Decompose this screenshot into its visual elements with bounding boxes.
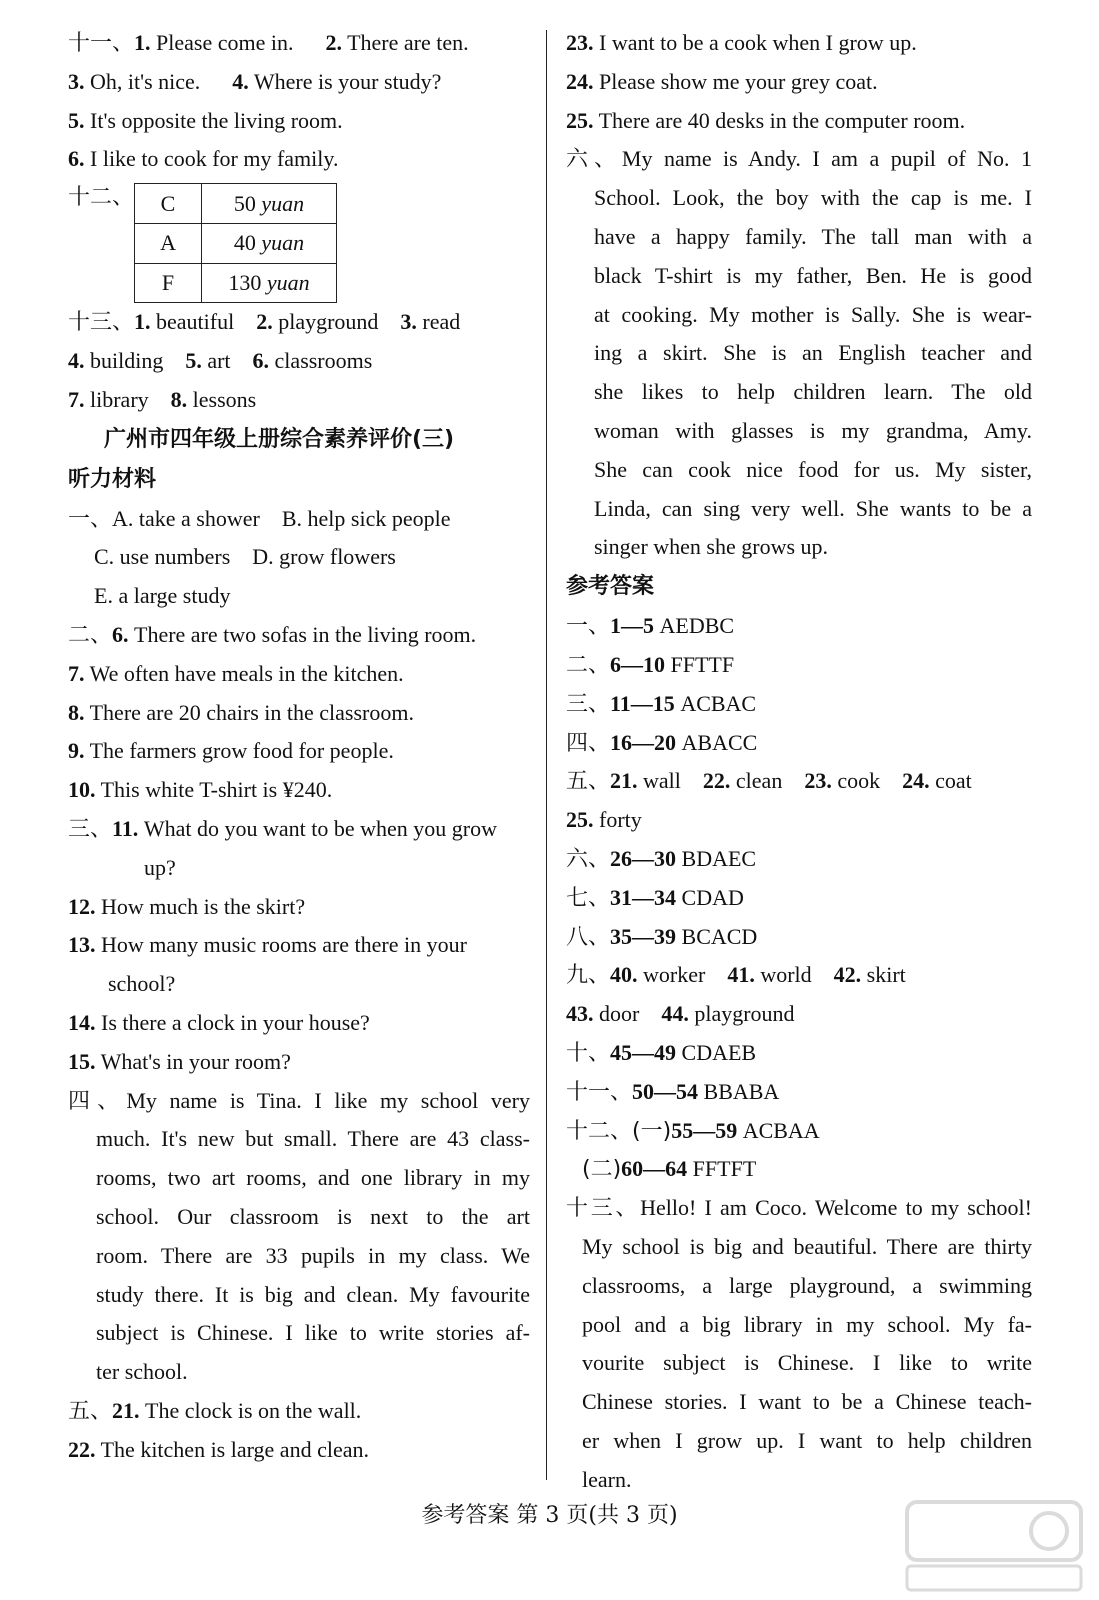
answer-row [566,685,1032,724]
item-number: 8. [170,386,188,412]
answer-range: 31—34 [610,884,677,910]
passage-text: room. There are 33 pupils in my class. We [96,1242,530,1268]
item-text: There are 40 desks in the computer room. [598,107,966,133]
p6-line-4 [566,257,1032,296]
answer-text: wall [643,768,681,794]
section-label: 十一、 [566,1079,633,1105]
s13-line-2 [68,342,530,381]
page-footer: 参考答案 第 3 页(共 3 页) [421,1503,678,1528]
answer-text: Please come in. [156,30,294,55]
item-number: 22. [702,768,731,794]
passage-text: school. Our classroom is next to the art [96,1203,530,1229]
answer-range: 1—5 [610,613,655,639]
answer-key: CDAEB [681,1039,757,1065]
p1-line-1 [68,500,530,539]
p6-line-8 [566,412,1032,451]
answer-row [566,1073,1032,1112]
answer-text: cook [837,768,881,794]
passage-text: singer when she grows up. [594,534,829,560]
item-number: 3. [68,68,85,94]
price-unit: yuan [266,269,310,295]
item-number: 21. [610,768,638,794]
option-text: A. take a shower [112,505,260,531]
item-text: We often have meals in the kitchen. [89,660,404,686]
answer-range: 55—59 [671,1117,738,1143]
p5-line-21 [68,1392,530,1431]
section-label: 四、 [566,730,611,756]
section-label: 三、 [566,691,611,717]
passage-text: pool and a big library in my school. My fa- [582,1311,1032,1337]
passage-text: learn. [582,1466,632,1492]
item-text: The kitchen is large and clean. [100,1436,369,1462]
answer-text: worker [643,962,706,988]
item-text: What do you want to be when you grow [143,815,497,841]
answer-text: read [422,309,461,335]
answer-range: 60—64 [621,1156,688,1182]
a12-line-2 [566,1150,1032,1189]
section-label: 六、 [566,846,611,872]
sub-label: (二) [582,1157,622,1183]
p1-line-2 [68,538,530,577]
passage-text: at cooking. My mother is Sally. She is wear- [594,301,1032,327]
p6-line-6 [566,334,1032,373]
item-number: 41. [727,962,755,988]
answer-key: FFTTF [670,651,735,677]
item-number: 12. [68,893,96,919]
passage-text: Hello! I am Coco. Welcome to my school! [640,1195,1032,1221]
price-unit: yuan [261,190,305,216]
answer-range: 16—20 [610,729,677,755]
item-number: 9. [68,738,85,764]
section-label: 二、 [68,622,113,648]
answer-text: Where is your study? [253,68,442,94]
answer-text: art [207,347,231,373]
section-label: 五、 [566,769,611,795]
table-row [135,184,337,224]
answer-range: 35—39 [610,923,677,949]
answer-text: coat [935,768,972,794]
section-label: 五、 [68,1398,113,1424]
item-number: 40. [610,962,638,988]
section-label: 十、 [566,1040,611,1066]
answer-text: playground [694,1001,795,1027]
price-unit: yuan [261,230,305,256]
item-text: What's in your room? [100,1048,291,1074]
p4-line-8 [68,1353,530,1392]
answer-text: door [599,1001,640,1027]
column-divider [546,30,547,1480]
price-amount: 50 [233,190,256,216]
answer-row [566,1034,1032,1073]
s12-block [68,179,530,303]
item-number: 25. [566,807,594,833]
p6-line-10 [566,490,1032,529]
passage-text: study there. It is big and clean. My favourite [96,1281,530,1307]
passage-text: she likes to help children learn. The old [594,379,1032,405]
item-number: 4. [68,347,85,373]
section-label: 十三、 [68,310,135,336]
item-number: 8. [68,699,85,725]
answer-range: 11—15 [610,690,675,716]
passage-text: Chinese stories. I want to be a Chinese teach- [582,1389,1032,1415]
section-label: 六、 [566,147,622,173]
listening-heading: 听力材料 [68,466,157,492]
passage-text: black T-shirt is my father, Ben. He is good [594,262,1032,288]
answer-row [566,879,1032,918]
item-number: 2. [325,30,342,55]
p3-line-13b [68,965,530,1004]
p2-line-10 [68,771,530,810]
p6-line-5 [566,296,1032,335]
passage-text: My name is Tina. I like my school very [126,1087,530,1113]
answer-range: 45—49 [610,1039,677,1065]
answer-range: 50—54 [632,1078,699,1104]
item-text: The clock is on the wall. [145,1397,362,1423]
item-number: 10. [68,777,96,803]
table-cell-price [202,184,337,224]
s11-line-3 [68,102,530,141]
passage-text: subject is Chinese. I like to write stories af- [96,1320,530,1346]
item-number: 44. [661,1001,689,1027]
p3-line-14 [68,1004,530,1043]
section-label: 三、 [68,816,113,842]
section-label: 十一、 [68,31,135,56]
item-text: How much is the skirt? [101,893,306,919]
item-number: 1. [134,30,151,55]
p5-line-22 [68,1431,530,1470]
section-label: 八、 [566,924,611,950]
sub-label: (一) [632,1118,672,1144]
table-cell-price [202,223,337,263]
item-number: 23. [566,30,594,55]
answer-row [566,724,1032,763]
answer-range: 6—10 [610,651,666,677]
p13-line-8 [566,1461,1032,1500]
p1-line-3 [68,577,530,616]
item-number: 25. [566,107,594,133]
q23-line [566,24,1032,63]
p4-line-4 [68,1198,530,1237]
item-number: 23. [804,768,832,794]
section-title: 广州市四年级上册综合素养评价(三) [104,426,455,452]
item-number: 24. [902,768,930,794]
item-number: 5. [185,347,202,373]
answer-key: ACBAA [742,1117,820,1143]
p4-line-7 [68,1314,530,1353]
p13-line-6 [566,1383,1032,1422]
passage-text: School. Look, the boy with the cap is me. I [594,185,1032,211]
passage-text: ing a skirt. She is an English teacher and [594,340,1032,366]
p4-line-2 [68,1120,530,1159]
table-cell-letter: A [135,223,202,263]
price-amount: 130 [228,269,262,295]
answer-text: classrooms [274,347,373,373]
section-label: 十二、 [68,185,135,211]
price-amount: 40 [233,230,256,256]
item-text: school? [108,971,176,997]
item-number: 7. [68,660,85,686]
item-text: How many music rooms are there in your [101,932,467,958]
p3-line-11 [68,810,530,849]
passage-text: vourite subject is Chinese. I like to write [582,1350,1032,1376]
option-text: B. help sick people [281,505,451,531]
a5-line-2 [566,801,1032,840]
table-cell-letter: C [135,184,202,224]
answer-text: skirt [866,962,906,988]
p6-line-1 [566,140,1032,179]
item-number: 4. [232,68,249,94]
item-number: 1. [134,309,151,335]
s11-line-1 [68,24,530,63]
section-label: 一、 [68,506,113,532]
item-number: 21. [112,1397,140,1423]
answer-range: 26—30 [610,845,677,871]
answer-row [566,607,1032,646]
table-row [135,263,337,303]
q24-line [566,63,1032,102]
right-column [566,24,1032,1499]
p13-line-4 [566,1306,1032,1345]
item-number: 43. [566,1001,594,1027]
p3-line-13 [68,926,530,965]
p4-line-5 [68,1237,530,1276]
item-number: 24. [566,68,594,94]
item-number: 3. [400,309,417,335]
item-number: 5. [68,107,85,133]
section-label: 十三、 [566,1196,641,1222]
item-number: 15. [68,1048,96,1074]
answer-row [566,646,1032,685]
passage-text: ter school. [96,1359,188,1385]
section-label: 二、 [566,652,611,678]
passage-text: much. It's new but small. There are 43 class- [96,1126,530,1152]
answer-key: ACBAC [680,690,757,716]
p2-line-9 [68,732,530,771]
p6-line-2 [566,179,1032,218]
p4-line-1 [68,1082,530,1121]
passage-text: have a happy family. The tall man with a [594,223,1032,249]
a9-line-2 [566,995,1032,1034]
answer-key: AEDBC [659,613,735,639]
passage-text: My school is big and beautiful. There are thirty [582,1233,1032,1259]
answer-text: clean [735,768,783,794]
answer-text: world [760,962,812,988]
p6-line-9 [566,451,1032,490]
answer-text: building [90,347,164,373]
s11-line-2 [68,63,530,102]
section-label: 十二、 [566,1118,633,1144]
p4-line-6 [68,1276,530,1315]
p2-line-6 [68,616,530,655]
p2-line-8 [68,694,530,733]
section-label: 九、 [566,963,611,989]
passage-text: Linda, can sing very well. She wants to be a [594,495,1032,521]
answer-row [566,840,1032,879]
item-text: I want to be a cook when I grow up. [599,30,917,55]
item-number: 42. [833,962,862,988]
answer-text: playground [278,309,379,335]
item-text: This white T-shirt is ¥240. [100,777,333,803]
answers-heading: 参考答案 [566,574,655,600]
p13-line-1 [566,1189,1032,1228]
section-label: 七、 [566,885,611,911]
option-text: C. use numbers [94,544,231,570]
item-text: Is there a clock in your house? [101,1009,370,1035]
table-row [135,223,337,263]
p13-line-2 [566,1228,1032,1267]
item-number: 7. [68,386,85,412]
answer-text: It's opposite the living room. [90,107,343,133]
passage-text: My name is Andy. I am a pupil of No. 1 [621,146,1032,172]
passage-text: er when I grow up. I want to help children [582,1427,1032,1453]
answer-text: library [90,386,149,412]
answer-text: There are ten. [347,30,469,55]
item-number: 6. [112,621,129,647]
item-number: 2. [256,309,273,335]
section-label: 一、 [566,614,611,640]
table-cell-letter: F [135,263,202,303]
answer-row [566,918,1032,957]
answer-key: BBABA [703,1078,780,1104]
table-cell-price [202,263,337,303]
item-text: The farmers grow food for people. [89,738,394,764]
answer-key: CDAD [681,884,744,910]
answer-key: BDAEC [681,845,757,871]
item-number: 6. [68,146,85,172]
a9-line-1 [566,956,1032,995]
passage-text: She can cook nice food for us. My sister, [594,456,1032,482]
answer-text: I like to cook for my family. [90,146,339,172]
item-text: up? [144,854,176,880]
price-table [134,183,337,303]
passage-text: classrooms, a large playground, a swimming [582,1272,1032,1298]
s13-line-3 [68,381,530,420]
p3-line-11b [68,849,530,888]
item-text: Please show me your grey coat. [599,68,878,94]
answer-text: beautiful [156,309,235,335]
item-number: 22. [68,1436,96,1462]
s11-line-4 [68,140,530,179]
answer-text: forty [599,807,642,833]
item-number: 6. [252,347,270,373]
p3-line-12 [68,888,530,927]
answer-text: Oh, it's nice. [90,68,201,94]
left-column [68,24,530,1470]
item-text: There are 20 chairs in the classroom. [89,699,414,725]
answer-key: FFTFT [692,1156,757,1182]
a12-line-1 [566,1112,1032,1151]
answer-key: ABACC [681,729,758,755]
watermark-logo-icon [899,1496,1089,1596]
item-number: 11. [112,815,139,841]
passage-text: woman with glasses is my grandma, Amy. [594,417,1032,443]
p6-line-3 [566,218,1032,257]
q25-line [566,102,1032,141]
item-text: There are two sofas in the living room. [134,621,477,647]
section-label: 四、 [68,1088,127,1114]
option-text: E. a large study [94,583,231,609]
p13-line-7 [566,1422,1032,1461]
p6-line-11 [566,528,1032,567]
item-number: 14. [68,1009,96,1035]
p2-line-7 [68,655,530,694]
option-text: D. grow flowers [252,544,396,570]
p4-line-3 [68,1159,530,1198]
passage-text: rooms, two art rooms, and one library in my [96,1165,530,1191]
a5-line-1 [566,762,1032,801]
p13-line-5 [566,1344,1032,1383]
p13-line-3 [566,1267,1032,1306]
answer-text: lessons [192,386,257,412]
p3-line-15 [68,1043,530,1082]
p6-line-7 [566,373,1032,412]
item-number: 13. [68,932,96,958]
s13-line-1 [68,303,530,342]
answer-key: BCACD [681,923,758,949]
